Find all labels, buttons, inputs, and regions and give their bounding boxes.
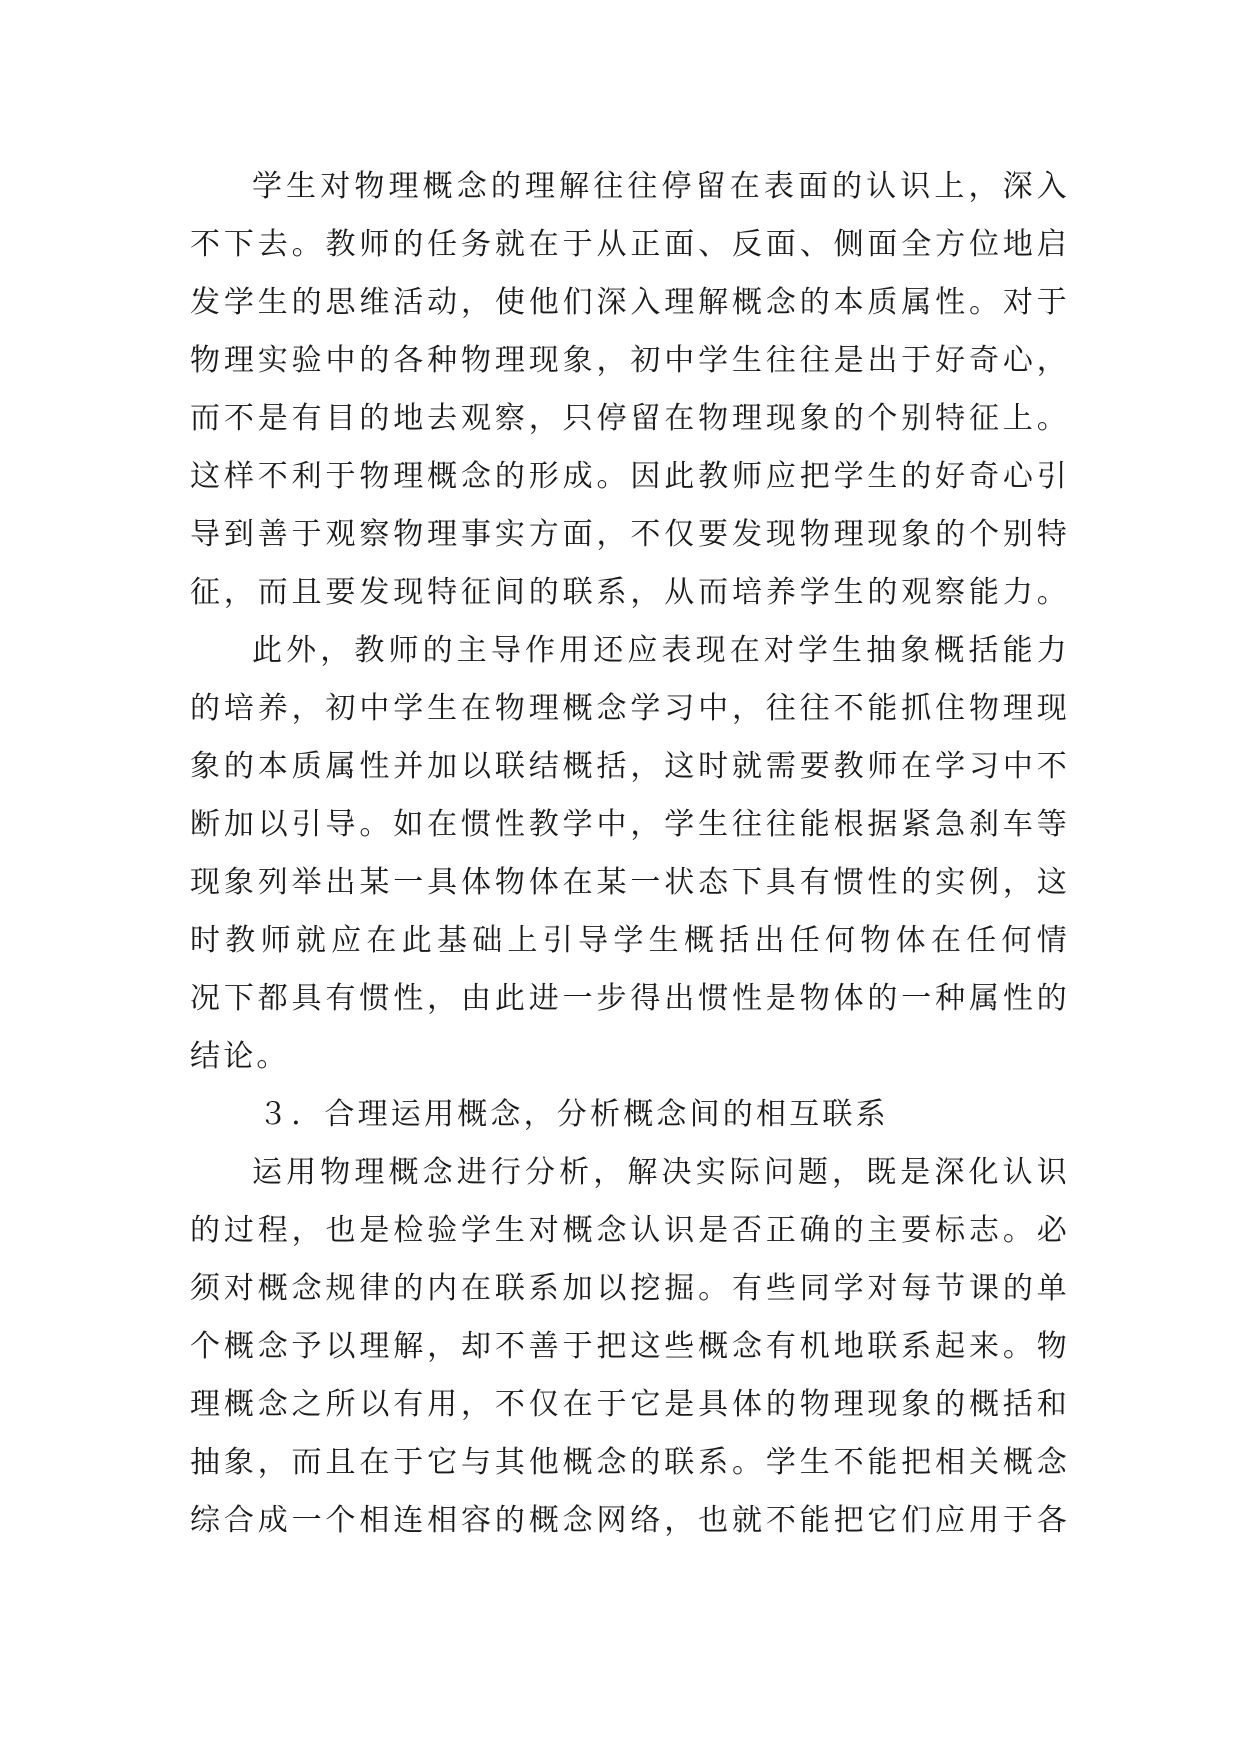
text-line: 导到善于观察物理事实方面，不仅要发现物理现象的个别特	[190, 517, 1070, 552]
paragraph-2	[190, 622, 1070, 1086]
text-line: 征，而且要发现特征间的联系，从而培养学生的观察能力。	[190, 575, 1070, 610]
section-heading: ３．合理运用概念，分析概念间的相互联系	[258, 1097, 889, 1132]
text-line: 的培养，初中学生在物理概念学习中，往往不能抓住物理现	[190, 691, 1070, 726]
text-line: 须对概念规律的内在联系加以挖掘。有些同学对每节课的单	[190, 1271, 1070, 1306]
text-line: 此外，教师的主导作用还应表现在对学生抽象概括能力	[252, 633, 1070, 668]
paragraph-1	[190, 158, 1070, 622]
text-line: 况下都具有惯性，由此进一步得出惯性是物体的一种属性的	[190, 981, 1070, 1016]
text-line: 断加以引导。如在惯性教学中，学生往往能根据紧急刹车等	[190, 807, 1070, 842]
text-line: 个概念予以理解，却不善于把这些概念有机地联系起来。物	[190, 1329, 1070, 1364]
text-line: 时教师就应在此基础上引导学生概括出任何物体在任何情	[190, 923, 1070, 958]
text-line: 理概念之所以有用，不仅在于它是具体的物理现象的概括和	[190, 1387, 1070, 1422]
text-line: 抽象，而且在于它与其他概念的联系。学生不能把相关概念	[190, 1445, 1070, 1480]
paragraph-3	[190, 1144, 1070, 1550]
text-line: 象的本质属性并加以联结概括，这时就需要教师在学习中不	[190, 749, 1070, 784]
text-line: 运用物理概念进行分析，解决实际问题，既是深化认识	[252, 1155, 1070, 1190]
text-line: 的过程，也是检验学生对概念认识是否正确的主要标志。必	[190, 1213, 1070, 1248]
text-line: 不下去。教师的任务就在于从正面、反面、侧面全方位地启	[190, 227, 1070, 262]
text-line: 综合成一个相连相容的概念网络，也就不能把它们应用于各	[190, 1503, 1070, 1538]
text-line: 发学生的思维活动，使他们深入理解概念的本质属性。对于	[190, 285, 1070, 320]
text-line: 结论。	[190, 1039, 290, 1074]
text-line: 而不是有目的地去观察，只停留在物理现象的个别特征上。	[190, 401, 1070, 436]
text-line: 物理实验中的各种物理现象，初中学生往往是出于好奇心，	[190, 343, 1070, 378]
body-text	[190, 158, 1070, 1550]
text-line: 现象列举出某一具体物体在某一状态下具有惯性的实例，这	[190, 865, 1070, 900]
text-line: 学生对物理概念的理解往往停留在表面的认识上，深入	[252, 169, 1070, 204]
text-line: 这样不利于物理概念的形成。因此教师应把学生的好奇心引	[190, 459, 1070, 494]
